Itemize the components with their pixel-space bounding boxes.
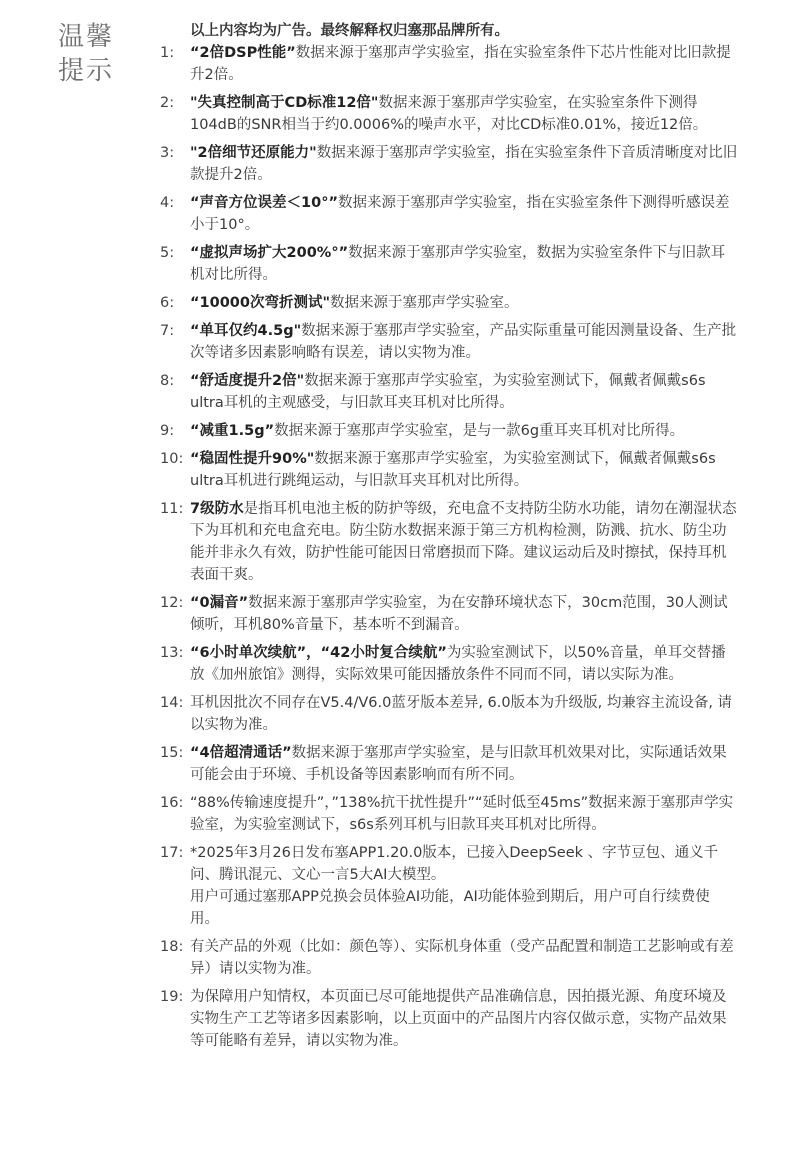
side-title-line-2: 提示 [58, 56, 115, 86]
list-item [160, 42, 738, 86]
item-body: 为保障用户知情权，本页面已尽可能地提供产品准确信息，因拍摄光源、角度环境及实物生产工艺等诸多因素影响，以上页面中的产品图片内容仅做示意，实物产品效果等可能略有差异，请以实物为准。 [190, 989, 727, 1049]
item-body: “88%传输速度提升”，”138%抗干扰性提升”“延时低至45ms”数据来源于塞那声学实验室，为实验室测试下，s6s系列耳机与旧款耳夹耳机对比所得。 [190, 795, 734, 833]
item-number: 8: [160, 373, 175, 389]
list-item [160, 448, 738, 492]
item-text [190, 42, 738, 86]
item-body: 数据来源于塞那声学实验室，产品实际重量可能因测量设备、生产批次等诸多因素影响略有误差，请以实物为准。 [190, 323, 737, 361]
item-number: 5: [160, 245, 175, 261]
item-extra: 用户可通过塞那APP兑换会员体验AI功能，AI功能体验到期后，用户可自行续费使用。 [190, 889, 710, 927]
item-text [190, 420, 738, 442]
item-text [190, 448, 738, 492]
item-body: 耳机因批次不同存在V5.4/V6.0蓝牙版本差异, 6.0版本为升级版, 均兼容主流设备, 请以实物为准。 [190, 695, 733, 733]
item-highlight: “0漏音” [190, 595, 249, 611]
item-text [190, 842, 738, 930]
item-number: 6: [160, 295, 175, 311]
item-highlight: “减重1.5g” [190, 423, 275, 439]
item-number: 12: [160, 595, 184, 611]
list-item [160, 242, 738, 286]
item-body: *2025年3月26日发布塞APP1.20.0版本，已接入DeepSeek 、字节豆包、通义千问、腾讯混元、文心一言5大AI大模型。 [190, 845, 719, 883]
item-body: 数据来源于塞那声学实验室，指在实验室条件下芯片性能对比旧款提升2倍。 [190, 45, 731, 83]
list-item [160, 692, 738, 736]
item-text [190, 92, 738, 136]
item-body: 数据来源于塞那声学实验室，指在实验室条件下测得听感误差小于10°。 [190, 195, 730, 233]
list-item [160, 320, 738, 364]
list-item [160, 92, 738, 136]
item-text [190, 370, 738, 414]
item-body: 数据来源于塞那声学实验室。 [330, 295, 519, 311]
list-item [160, 936, 738, 980]
item-body: 数据来源于塞那声学实验室，是与旧款耳机效果对比，实际通话效果可能会由于环境、手机设备等因素影响而有所不同。 [190, 745, 727, 783]
item-highlight: “4倍超清通话” [190, 745, 292, 761]
item-highlight: “舒适度提升2倍" [190, 373, 305, 389]
item-number: 14: [160, 695, 184, 711]
list-item [160, 742, 738, 786]
item-number: 15: [160, 745, 184, 761]
item-body: 数据来源于塞那声学实验室，数据为实验室条件下与旧款耳机对比所得。 [190, 245, 726, 283]
item-body: 数据来源于塞那声学实验室，为实验室测试下，佩戴者佩戴s6s ultra耳机进行跳绳运动，与旧款耳夹耳机对比所得。 [190, 451, 716, 489]
item-text [190, 642, 738, 686]
item-number: 2: [160, 95, 175, 111]
item-body: 数据来源于塞那声学实验室，为实验室测试下，佩戴者佩戴s6s ultra耳机的主观感受，与旧款耳夹耳机对比所得。 [190, 373, 706, 411]
list-item [160, 292, 738, 314]
item-body: 为实验室测试下，以50%音量，单耳交替播放《加州旅馆》测得，实际效果可能因播放条件不同而不同，请以实际为准。 [190, 645, 726, 683]
item-text [190, 292, 738, 314]
item-number: 3: [160, 145, 175, 161]
notice-list [160, 42, 738, 1052]
item-number: 7: [160, 323, 175, 339]
item-highlight: “声音方位误差＜10°” [190, 195, 338, 211]
item-text [190, 192, 738, 236]
side-title [58, 20, 128, 88]
list-item [160, 592, 738, 636]
item-number: 1: [160, 45, 175, 61]
list-item [160, 986, 738, 1052]
item-number: 18: [160, 939, 184, 955]
list-item [160, 498, 738, 586]
item-highlight: "失真控制高于CD标准12倍" [190, 95, 379, 111]
intro-text: 以上内容均为广告。最终解释权归塞那品牌所有。 [190, 23, 509, 39]
item-number: 11: [160, 501, 184, 517]
item-highlight: “6小时单次续航”，“42小时复合续航” [190, 645, 447, 661]
item-highlight: “10000次弯折测试" [190, 295, 331, 311]
item-text [190, 498, 738, 586]
item-highlight: "2倍细节还原能力" [190, 145, 317, 161]
item-number: 17: [160, 845, 184, 861]
item-highlight: 7级防水 [190, 501, 244, 517]
item-text [190, 592, 738, 636]
item-body: 数据来源于塞那声学实验室，在实验室条件下测得104dB的SNR相当于约0.0006%的噪声水平，对比CD标准0.01%，接近12倍。 [190, 95, 708, 133]
item-body: 有关产品的外观（比如：颜色等）、实际机身体重（受产品配置和制造工艺影响或有差异）请以实物为准。 [190, 939, 734, 977]
item-number: 16: [160, 795, 184, 811]
item-number: 19: [160, 989, 184, 1005]
list-item [160, 142, 738, 186]
list-item [160, 792, 738, 836]
item-text [190, 986, 738, 1052]
list-item [160, 842, 738, 930]
item-number: 10: [160, 451, 184, 467]
item-text [190, 242, 738, 286]
item-body: 数据来源于塞那声学实验室，指在实验室条件下音质清晰度对比旧款提升2倍。 [190, 145, 738, 183]
list-item [160, 370, 738, 414]
list-item [160, 420, 738, 442]
item-text [190, 142, 738, 186]
side-title-line-1: 温馨 [58, 22, 115, 52]
item-body: 数据来源于塞那声学实验室，为在安静环境状态下，30cm范围，30人测试倾听，耳机80%音量下，基本听不到漏音。 [190, 595, 728, 633]
item-highlight: “虚拟声场扩大200%°” [190, 245, 349, 261]
item-text [190, 692, 738, 736]
item-highlight: “稳固性提升90%" [190, 451, 315, 467]
list-item [160, 642, 738, 686]
list-item [160, 192, 738, 236]
item-number: 13: [160, 645, 184, 661]
item-body: 是指耳机电池主板的防护等级，充电盒不支持防尘防水功能，请勿在潮湿状态下为耳机和充电盒充电。防尘防水数据来源于第三方机构检测，防溅、抗水、防尘功能并非永久有效，防护性能可能因日常磨损而下降。建议运动后及时擦拭，保持耳机表面干爽。 [190, 501, 737, 583]
item-highlight: “2倍DSP性能” [190, 45, 296, 61]
item-text [190, 742, 738, 786]
item-text [190, 792, 738, 836]
item-text [190, 320, 738, 364]
item-highlight: “单耳仅约4.5g" [190, 323, 302, 339]
notice-content [160, 20, 738, 1052]
item-text [190, 936, 738, 980]
item-number: 9: [160, 423, 175, 439]
item-body: 数据来源于塞那声学实验室，是与一款6g重耳夹耳机对比所得。 [274, 423, 685, 439]
item-number: 4: [160, 195, 175, 211]
